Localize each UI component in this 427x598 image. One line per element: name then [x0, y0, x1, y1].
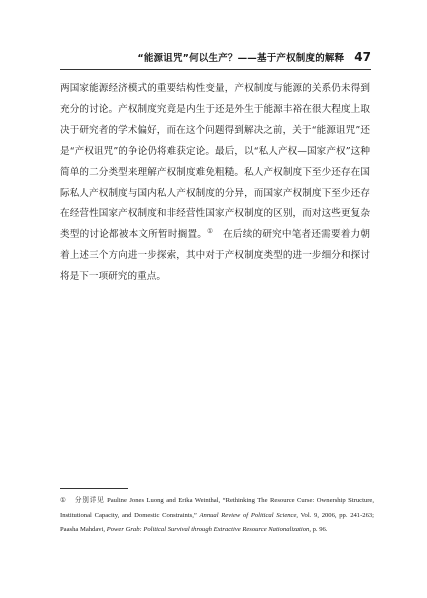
footnote-text-c: , p. 96.: [309, 526, 328, 533]
footnote-text-b: , Vol. 9, 2006, pp. 241-263; Paasha Mahdavi,: [60, 511, 375, 533]
footnote: [60, 494, 374, 538]
footnote-book: Power Grab: Political Survival through Extractive Resource Nationalization: [106, 526, 310, 533]
paragraph-1-text: 两国家能源经济模式的重要结构性变量，产权制度与能源的关系仍未得到充分的讨论。产权制度究竟是内生于还是外生于能源丰裕在很大程度上取决于研究者的学术偏好，而在这个问题得到解决之前，关于“能源诅咒”还是“产权诅咒”的争论仍将难获定论。最后，以“私人产权—国家产权”这种简单的二分类型来理解产权制度难免粗糙。私人产权制度下至少还存在国际私人产权制度与国内私人产权制度的分异，而国家产权制度下至少还存在经营性国家产权制度和非经营性国家产权制度的区别，而对这些更复杂类型的讨论都被本文所暂时搁置。: [60, 83, 370, 241]
body-text: [60, 79, 370, 288]
running-title: “能源诅咒”何以生产？——基于产权制度的解释: [137, 53, 345, 64]
footnote-rule: [60, 488, 128, 489]
footnote-text-a: 分别详见 Pauline Jones Luong and Erika Weinthal, “Rethinking The Resource Curse: Ownership Structure, Institutional Capacity, and Domestic Constraints,”: [60, 497, 374, 519]
header-rule: [60, 69, 371, 70]
running-header: [60, 50, 371, 68]
footnote-mark: ①: [60, 497, 66, 504]
page-number: 47: [354, 50, 371, 64]
footnote-reference[interactable]: ①: [207, 227, 214, 236]
paragraph-2-text: 在后续的研究中笔者还需要着力朝着上述三个方向进一步探索，其中对于产权制度类型的进一步细分和探讨将是下一项研究的重点。: [60, 229, 371, 283]
footnote-journal: Annual Review of Political Science: [199, 511, 297, 519]
paragraph-1: [60, 79, 370, 288]
